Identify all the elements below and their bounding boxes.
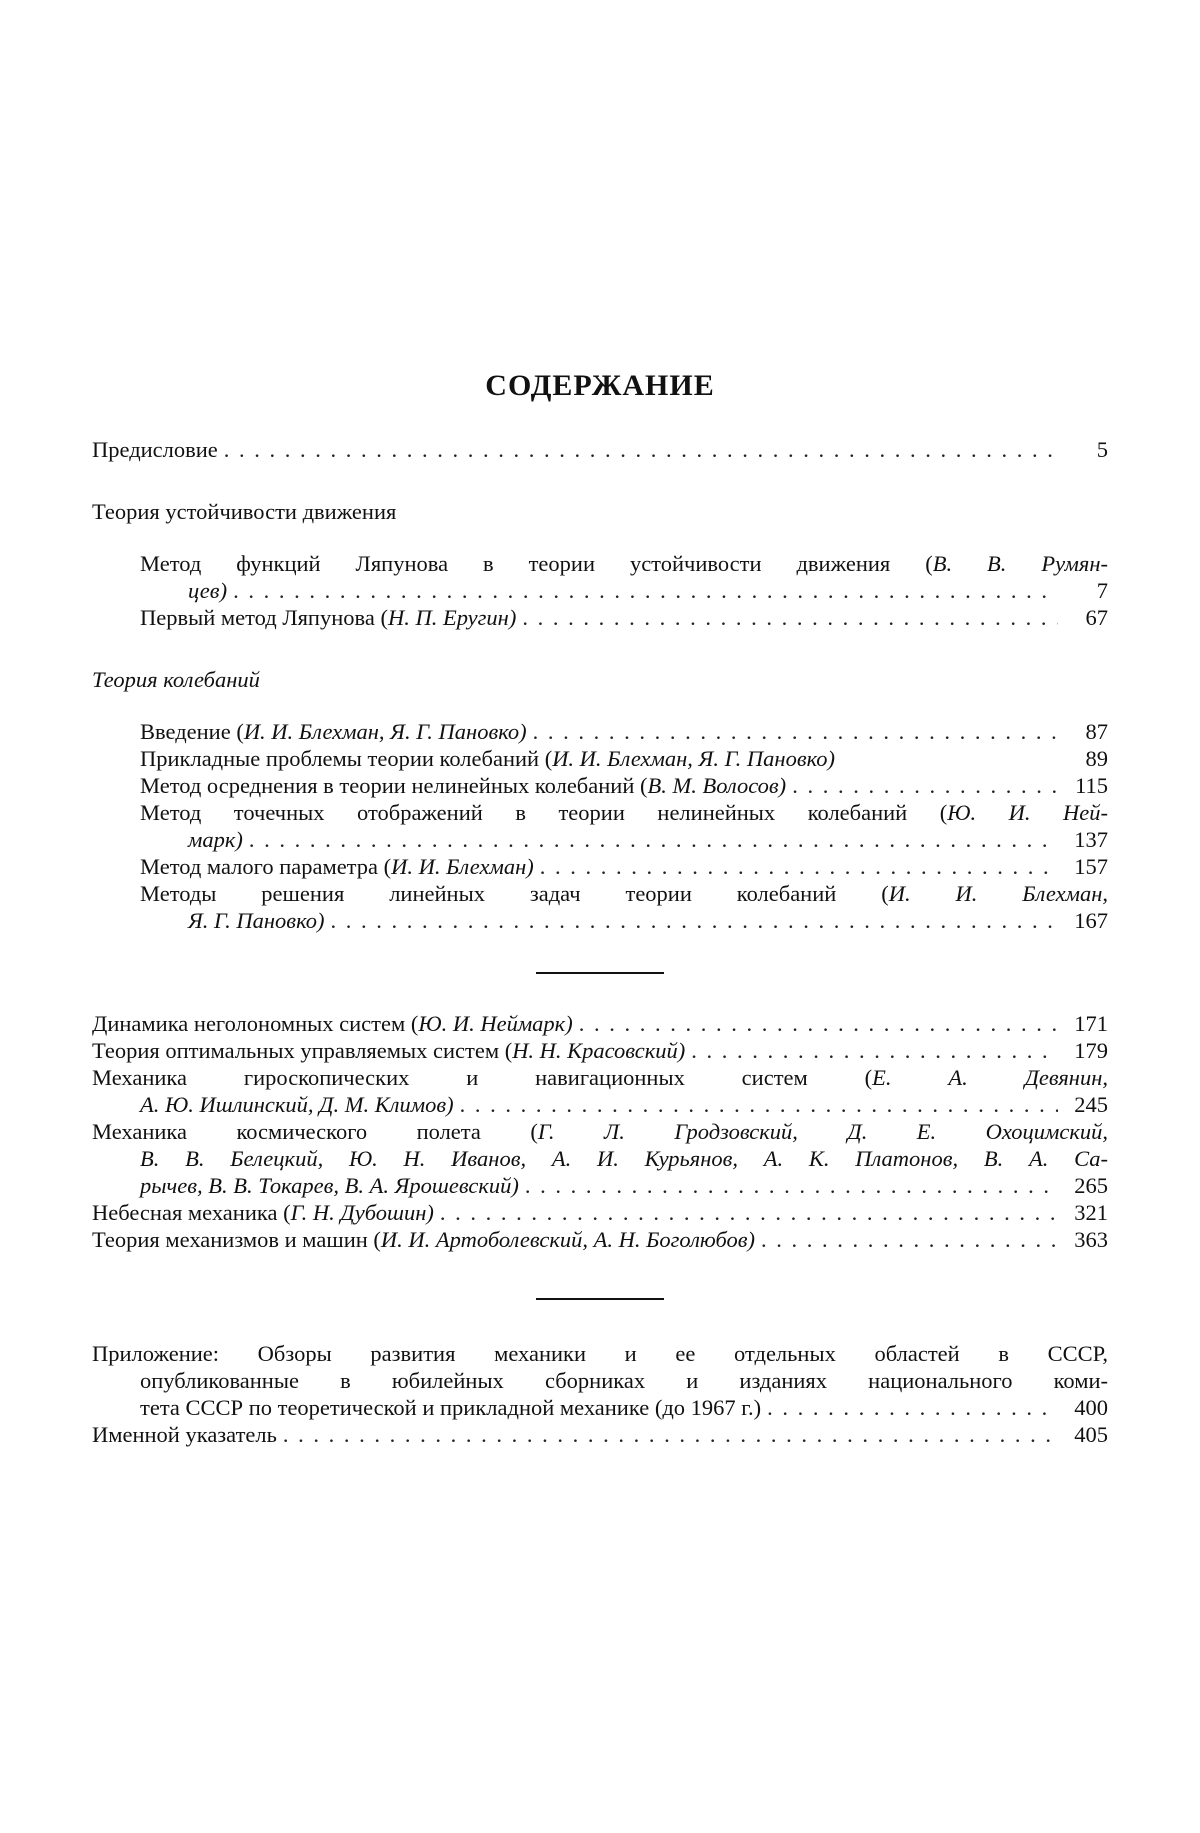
entry-text: Теория механизмов и машин (	[92, 1227, 381, 1252]
entry-text: Первый метод Ляпунова (	[140, 605, 388, 630]
leader-dots	[454, 1091, 1058, 1118]
page-number: 363	[1074, 1227, 1108, 1252]
page-number: 167	[1074, 908, 1108, 933]
toc-entry[interactable]	[92, 853, 1108, 880]
entry-author: Е. А. Девянин,	[872, 1065, 1108, 1090]
page-number: 7	[1096, 578, 1108, 603]
entry-author: А. Ю. Ишлинский, Д. М. Климов)	[140, 1092, 454, 1117]
divider	[536, 972, 664, 974]
leader-dots	[243, 826, 1058, 853]
entry-author: И. И. Блехман)	[391, 854, 534, 879]
entry-text: Динамика неголономных систем (	[92, 1011, 419, 1036]
entry-text: Введение (	[140, 719, 244, 744]
page-title: СОДЕРЖАНИЕ	[485, 369, 715, 402]
entry-author: Ю. И. Ней-	[947, 800, 1108, 825]
entry-author: Я. Г. Пановко)	[188, 908, 325, 933]
entry-label: Предисловие	[92, 437, 218, 462]
toc-entry-appendix[interactable]	[92, 1340, 1108, 1421]
leader-dots	[573, 1010, 1058, 1037]
toc-entry[interactable]	[92, 1064, 1108, 1118]
page-number: 89	[1085, 746, 1108, 771]
entry-text: Прикладные проблемы теории колебаний (	[140, 746, 553, 771]
toc-entry[interactable]	[92, 1226, 1108, 1253]
page-number: 157	[1074, 854, 1108, 879]
page-number: 321	[1074, 1200, 1108, 1225]
page-number: 179	[1074, 1038, 1108, 1063]
page-number: 405	[1074, 1422, 1108, 1447]
entry-text: Методы решения линейных задач теории колебаний (	[140, 881, 889, 906]
leader-dots	[277, 1421, 1058, 1448]
toc-entry[interactable]	[92, 772, 1108, 799]
entry-text: Небесная механика (	[92, 1200, 291, 1225]
page-number: 87	[1085, 719, 1108, 744]
section-heading: Теория устойчивости движения	[92, 499, 397, 524]
entry-author: В. М. Волосов)	[647, 773, 787, 798]
page-number: 115	[1075, 773, 1108, 798]
leader-dots	[786, 772, 1058, 799]
page-number: 5	[1096, 437, 1108, 462]
leader-dots	[218, 436, 1058, 463]
page-number: 137	[1074, 827, 1108, 852]
entry-author: марк)	[188, 827, 243, 852]
leader-dots	[227, 577, 1058, 604]
toc-page	[92, 0, 1108, 1833]
entry-author: Ю. И. Неймарк)	[418, 1011, 573, 1036]
entry-author: рычев, В. В. Токарев, В. А. Ярошевский)	[140, 1173, 519, 1198]
toc-entry-index[interactable]	[92, 1421, 1108, 1448]
entry-author: Н. Н. Красовский)	[512, 1038, 686, 1063]
page-number: 265	[1074, 1173, 1108, 1198]
page-number: 400	[1074, 1395, 1108, 1420]
toc-entry[interactable]	[92, 1037, 1108, 1064]
entry-text: Метод функций Ляпунова в теории устойчивости движения (	[140, 551, 933, 576]
leader-dots	[519, 1172, 1058, 1199]
toc-entry[interactable]	[92, 1010, 1108, 1037]
leader-dots	[516, 604, 1058, 631]
page-number: 245	[1074, 1092, 1108, 1117]
entry-text: Механика гироскопических и навигационных систем (	[92, 1065, 873, 1090]
entry-text: опубликованные в юбилейных сборниках и изданиях национального коми-	[140, 1368, 1108, 1393]
leader-dots	[434, 1199, 1058, 1226]
entry-text: Теория оптимальных управляемых систем (	[92, 1038, 513, 1063]
entry-label: Именной указатель	[92, 1422, 277, 1447]
toc-entry[interactable]	[92, 604, 1108, 631]
toc-entry[interactable]	[92, 550, 1108, 604]
leader-dots	[324, 907, 1058, 934]
toc-entry[interactable]	[92, 799, 1108, 853]
entry-text: Механика космического полета (	[92, 1119, 538, 1144]
entry-text: тета СССР по теоретической и прикладной механике (до 1967 г.)	[140, 1395, 762, 1420]
divider	[536, 1298, 664, 1300]
leader-dots	[685, 1037, 1058, 1064]
leader-dots	[534, 853, 1058, 880]
page-number: 171	[1074, 1011, 1108, 1036]
section-heading: Теория колебаний	[92, 667, 260, 692]
toc-entry[interactable]	[92, 1199, 1108, 1226]
toc-entry[interactable]	[92, 880, 1108, 934]
page-number: 67	[1085, 605, 1108, 630]
entry-text: Приложение: Обзоры развития механики и ее отдельных областей в СССР,	[92, 1341, 1108, 1366]
toc-entry[interactable]	[92, 718, 1108, 745]
leader-dots	[755, 1226, 1058, 1253]
entry-author: И. И. Блехман, Я. Г. Пановко)	[243, 719, 527, 744]
entry-author: Г. Н. Дубошин)	[290, 1200, 434, 1225]
toc-entry[interactable]	[92, 745, 1108, 772]
entry-author: И. И. Артоболевский, А. Н. Боголюбов)	[380, 1227, 756, 1252]
entry-author: В. В. Румян-	[932, 551, 1108, 576]
entry-text: Метод осреднения в теории нелинейных колебаний (	[140, 773, 648, 798]
entry-author: В. В. Белецкий, Ю. Н. Иванов, А. И. Курьянов, А. К. Платонов, В. А. Са-	[140, 1146, 1108, 1171]
entry-author: И. И. Блехман,	[888, 881, 1108, 906]
entry-author: цев)	[188, 578, 228, 603]
toc-entry-preface[interactable]	[92, 436, 1108, 463]
entry-author: Г. Л. Гродзовский, Д. Е. Охоцимский,	[537, 1119, 1109, 1144]
leader-dots	[761, 1394, 1058, 1421]
leader-dots	[527, 718, 1058, 745]
entry-text: Метод точечных отображений в теории нелинейных колебаний (	[140, 800, 948, 825]
entry-author: Н. П. Еругин)	[387, 605, 517, 630]
toc-entry[interactable]	[92, 1118, 1108, 1199]
entry-text: Метод малого параметра (	[140, 854, 392, 879]
entry-author: И. И. Блехман, Я. Г. Пановко)	[552, 746, 836, 771]
